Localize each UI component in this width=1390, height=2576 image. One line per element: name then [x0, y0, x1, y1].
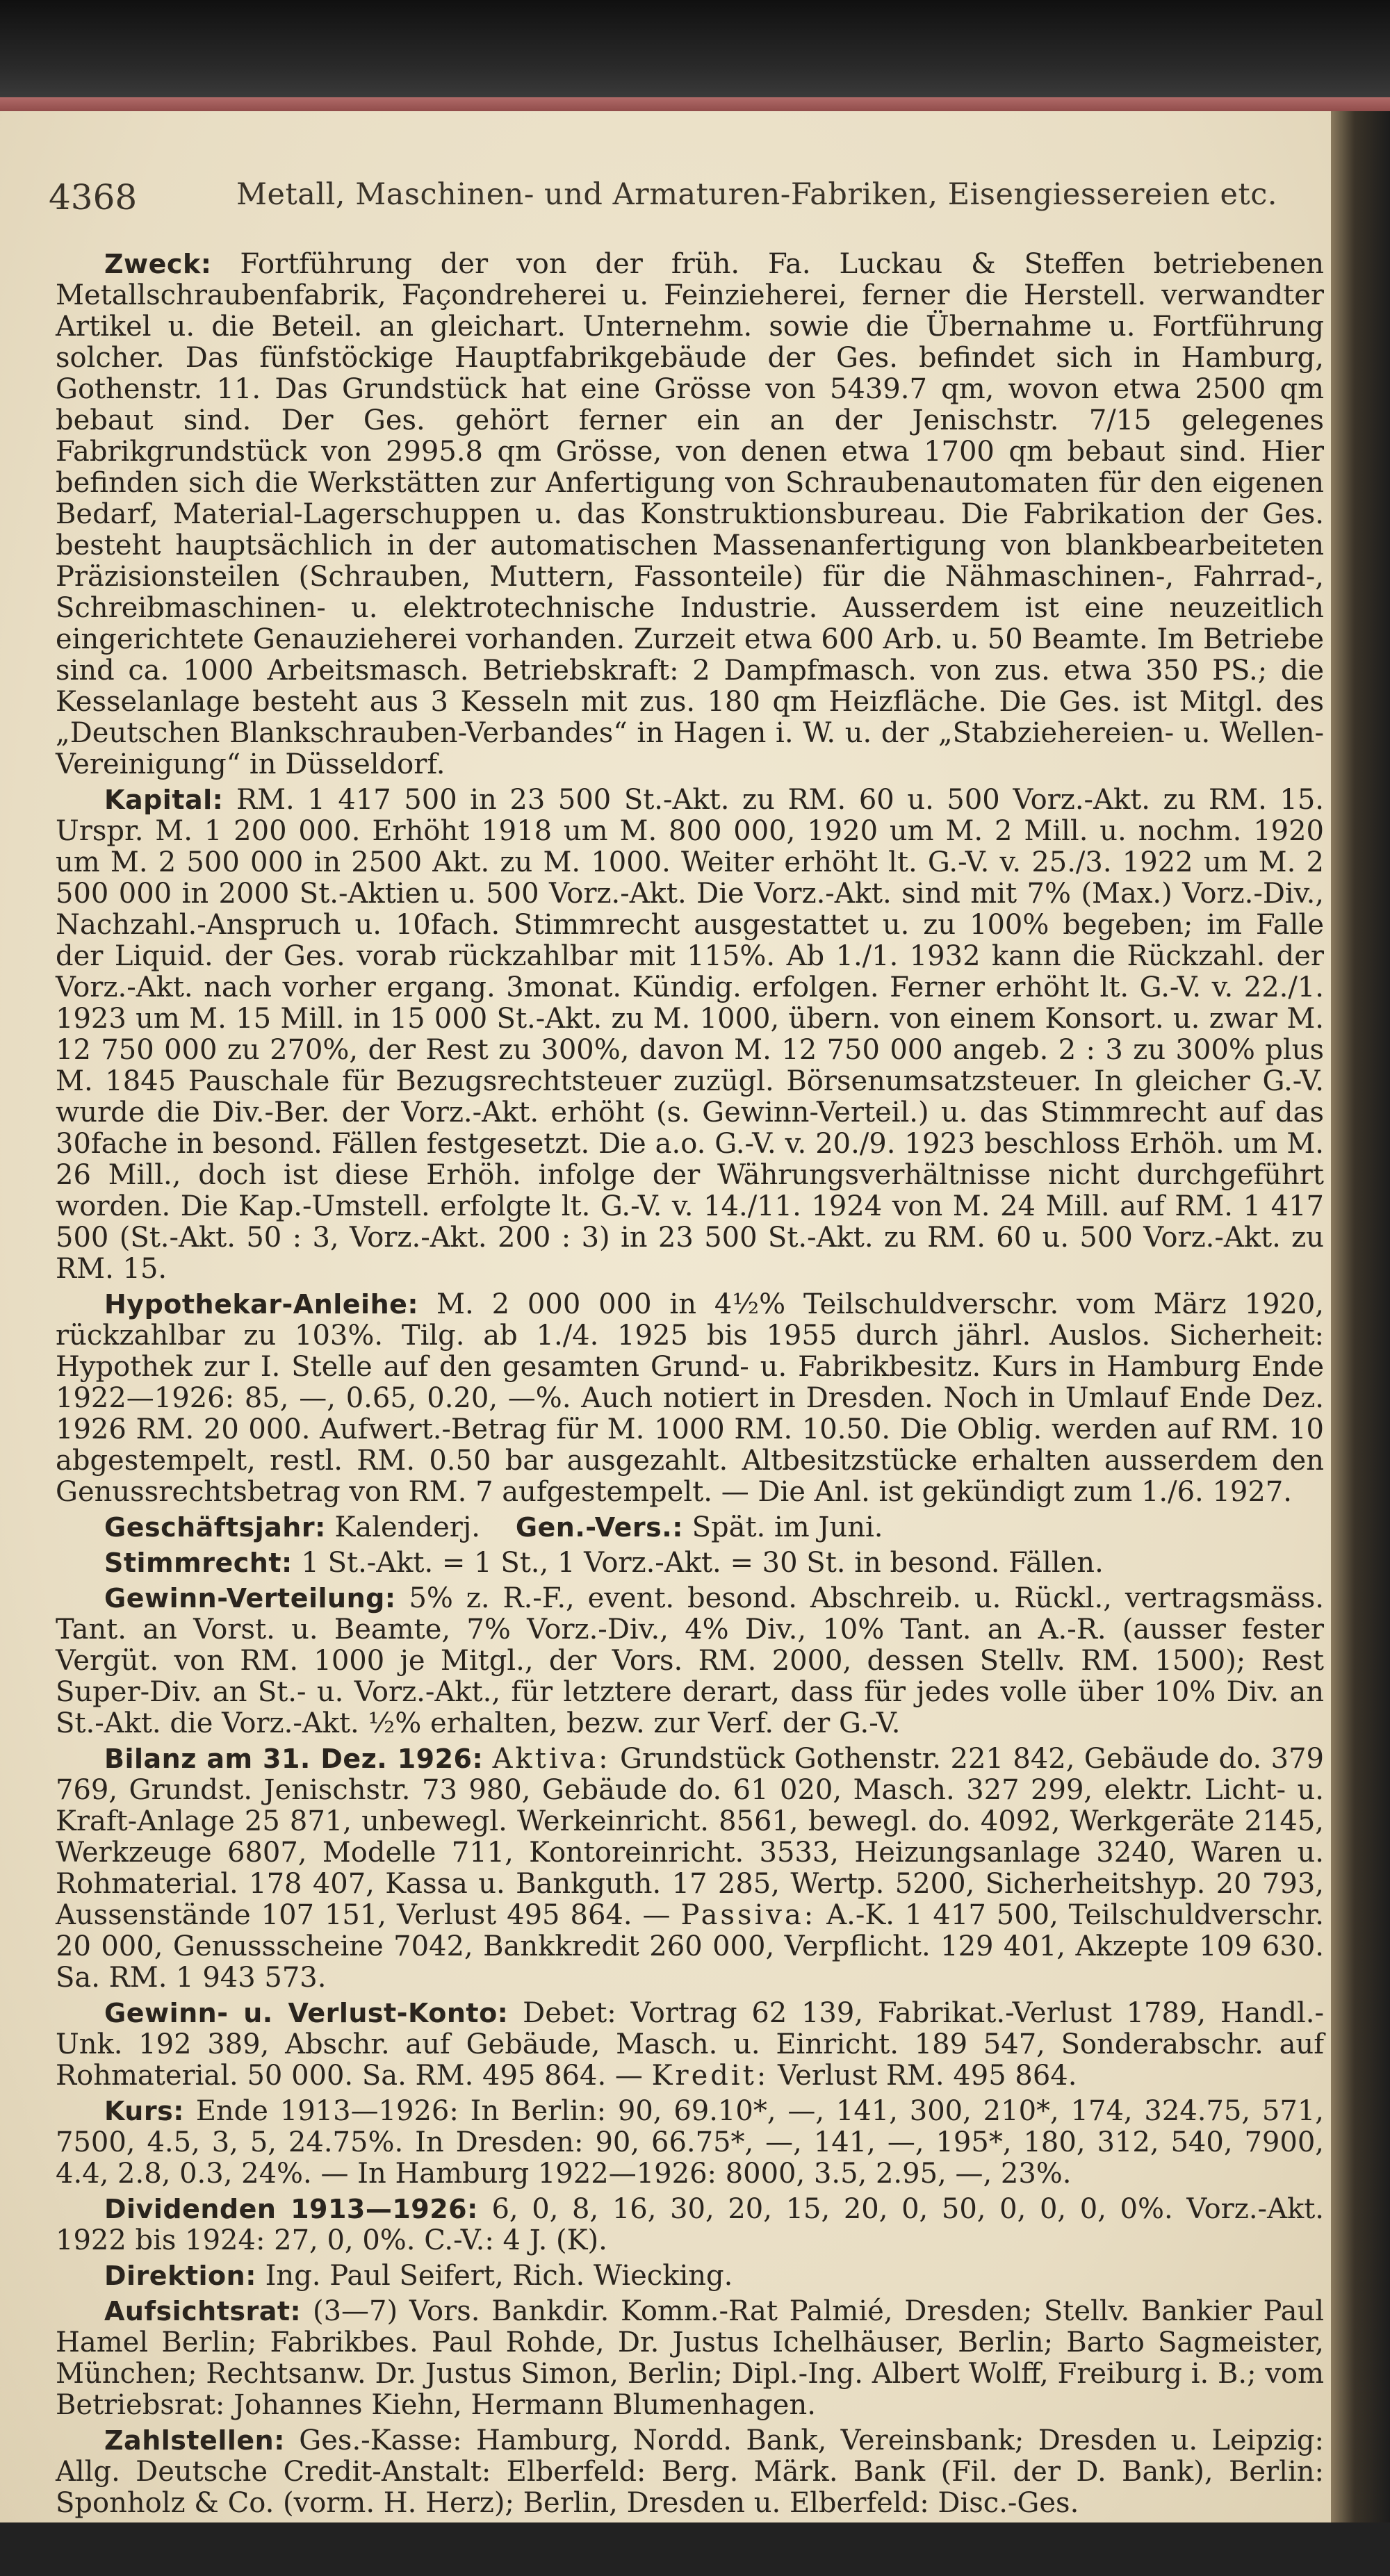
section-label: Gen.-Vers.:	[515, 1512, 683, 1543]
aktiva-label: Aktiva:	[492, 1743, 611, 1775]
section-text: M. 2 000 000 in 4½% Teilschuldverschr. vom März 1920, rückzahlbar zu 103%. Tilg. ab 1./4. 1925 bis 1955 durch jährl. Auslos. Sicherheit: Hypothek zur I. Stelle auf den gesamten Grund- u. Fabrikbesitz. Kurs in Hamburg Ende 1922—1926: 85, —, 0.65, 0.20, —%. Auch notiert in Dresden. Noch in Umlauf Ende Dez. 1926 RM. 20 000. Aufwert.-Betrag für M. 1000 RM. 10.50. Die Oblig. werden auf RM. 10 abgestempelt, restl. RM. 0.50 bar ausgezahlt. Altbesitzstücke erhalten ausserdem den Genussrechtsbetrag von RM. 7 aufgestempelt. — Die Anl. ist gekündigt zum 1./6. 1927.	[56, 1288, 1325, 1508]
section-kapital	[56, 785, 1324, 1285]
passiva-label: Passiva:	[680, 1899, 817, 1931]
entry-body	[56, 249, 1324, 2523]
section-text: 6, 0, 8, 16, 30, 20, 15, 20, 0, 50, 0, 0, 0, 0%. Vorz.-Akt. 1922 bis 1924: 27, 0, 0%. C.-V.: 4 J. (K).	[56, 2193, 1324, 2256]
section-text: Ges.-Kasse: Hamburg, Nordd. Bank, Vereinsbank; Dresden u. Leipzig: Allg. Deutsche Credit-Anstalt: Elberfeld: Berg. Märk. Bank (Fil. der D. Bank), Berlin: Sponholz & Co. (vorm. H. Herz); Berlin, Dresden u. Elberfeld: Disc.-Ges.	[56, 2425, 1324, 2519]
section-dividenden	[56, 2194, 1324, 2256]
section-aufsichtsrat	[56, 2296, 1324, 2421]
section-geschaeftsjahr	[56, 1512, 1324, 1543]
page-header	[49, 177, 1327, 226]
section-label: Aufsichtsrat:	[104, 2296, 302, 2327]
section-label: Bilanz am 31. Dez. 1926:	[104, 1744, 484, 1774]
section-label: Hypothekar-Anleihe:	[104, 1289, 419, 1320]
section-label: Kapital:	[104, 785, 224, 815]
section-gewinn-verteilung	[56, 1583, 1324, 1739]
section-text: (3—7) Vors. Bankdir. Komm.-Rat Palmié, Dresden; Stellv. Bankier Paul Hamel Berlin; Fabrikbes. Paul Rohde, Dr. Justus Ichelhäuser, Berlin; Barto Sagmeister, München; Rechtsanw. Dr. Justus Simon, Berlin; Dipl.-Ing. Albert Wolff, Freiburg i. B.; vom Betriebsrat: Johannes Kiehn, Hermann Blumenhagen.	[56, 2295, 1324, 2421]
section-text: Ing. Paul Seifert, Rich. Wiecking.	[265, 2260, 733, 2292]
section-text: Vortrag 62 139, Fabrikat.-Verlust 1789, Handl.-Unk. 192 389, Abschr. auf Gebäude, Masch. u. Einricht. 189 547, Sonderabschr. auf Rohmaterial. 50 000. Sa. RM. 495 864. —	[56, 1997, 1324, 2092]
section-label: Kurs:	[104, 2096, 184, 2126]
section-text: Verlust RM. 495 864.	[777, 2060, 1077, 2092]
section-text: A.-K. 1 417 500, Teilschuldverschr. 20 000, Genussscheine 7042, Bankkredit 260 000, Verpflicht. 129 401, Akzepte 109 630. Sa. RM. 1 943 573.	[56, 1899, 1325, 1994]
section-zahlstellen	[56, 2425, 1324, 2519]
section-gewinn-verlust-konto	[56, 1998, 1324, 2092]
section-text: Kalenderj.	[334, 1511, 480, 1543]
section-label: Direktion:	[104, 2261, 256, 2291]
section-text: RM. 1 417 500 in 23 500 St.-Akt. zu RM. 60 u. 500 Vorz.-Akt. zu RM. 15. Urspr. M. 1 200 000. Erhöht 1918 um M. 800 000, 1920 um M. 2 Mill. u. nochm. 1920 um M. 2 500 000 in 2500 Akt. zu M. 1000. Weiter erhöht lt. G.-V. v. 25./3. 1922 um M. 2 500 000 in 2000 St.-Aktien u. 500 Vorz.-Akt. Die Vorz.-Akt. sind mit 7% (Max.) Vorz.-Div., Nachzahl.-Anspruch u. 10fach. Stimmrecht ausgestattet u. zu 100% begeben; im Falle der Liquid. der Ges. vorab rückzahlbar mit 115%. Ab 1./1. 1932 kann die Rückzahl. der Vorz.-Akt. nach vorher ergang. 3monat. Kündig. erfolgen. Ferner erhöht lt. G.-V. v. 22./1. 1923 um M. 15 Mill. in 15 000 St.-Akt. zu M. 1000, übern. von einem Konsort. u. zwar M. 12 750 000 zu 270%, der Rest zu 300%, davon M. 12 750 000 angeb. 2 : 3 zu 300% plus M. 1845 Pauschale für Bezugsrechtsteuer zuzügl. Börsenumsatzsteuer. In gleicher G.-V. wurde die Div.-Ber. der Vorz.-Akt. erhöht (s. Gewinn-Verteil.) u. das Stimmrecht auf das 30fache in besond. Fällen festgesetzt. Die a.o. G.-V. v. 20./9. 1923 beschloss Erhöh. um M. 26 Mill., doch ist diese Erhöh. infolge der Währungsverhältnisse nicht durchgeführt worden. Die Kap.-Umstell. erfolgte lt. G.-V. v. 14./11. 1924 von M. 24 Mill. auf RM. 1 417 500 (St.-Akt. 50 : 3, Vorz.-Akt. 200 : 3) in 23 500 St.-Akt. zu RM. 60 u. 500 Vorz.-Akt. zu RM. 15.	[56, 784, 1324, 1285]
section-text: Spät. im Juni.	[692, 1511, 883, 1543]
section-hypothekar-anleihe	[56, 1289, 1324, 1508]
page-gutter-shadow	[1331, 111, 1390, 2522]
section-direktion	[56, 2261, 1324, 2292]
section-label: Gewinn- u. Verlust-Konto:	[104, 1998, 509, 2028]
section-label: Zweck:	[104, 249, 212, 279]
section-bilanz	[56, 1744, 1324, 1994]
scan-bottom-border	[0, 2522, 1390, 2576]
book-edge	[0, 97, 1390, 113]
section-text: 5% z. R.-F., event. besond. Abschreib. u. Rückl., vertragsmäss. Tant. an Vorst. u. Beamte, 7% Vorz.-Div., 4% Div., 10% Tant. an A.-R. (ausser fester Vergüt. von RM. 1000 je Mitgl., der Vors. RM. 2000, dessen Stellv. RM. 1500); Rest Super-Div. an St.- u. Vorz.-Akt., für letztere derart, dass für jedes volle über 10% Div. an St.-Akt. die Vorz.-Akt. ½% erhalten, bezw. zur Verf. der G.-V.	[56, 1582, 1324, 1739]
section-text: Grundstück Gothenstr. 221 842, Gebäude do. 379 769, Grundst. Jenischstr. 73 980, Gebäude do. 61 020, Masch. 327 299, elektr. Licht- u. Kraft-Anlage 25 871, unbewegl. Werkeinricht. 8561, bewegl. do. 4092, Werkgeräte 2145, Werkzeuge 6807, Modelle 711, Kontoreinricht. 3533, Heizungsanlage 3240, Waren u. Rohmaterial. 178 407, Kassa u. Bankguth. 17 285, Wertp. 5200, Sicherheitshyp. 20 793, Aussenstände 107 151, Verlust 495 864. —	[56, 1743, 1325, 1931]
section-stimmrecht	[56, 1548, 1324, 1579]
section-label: Geschäftsjahr:	[104, 1512, 326, 1543]
kredit-label: Kredit:	[651, 2060, 769, 2092]
section-text: Ende 1913—1926: In Berlin: 90, 69.10*, —, 141, 300, 210*, 174, 324.75, 571, 7500, 4.5, 3, 5, 24.75%. In Dresden: 90, 66.75*, —, 141, —, 195*, 180, 312, 540, 7900, 4.4, 2.8, 0.3, 24%. — In Hamburg 1922—1926: 8000, 3.5, 2.95, —, 23%.	[56, 2095, 1324, 2190]
section-label: Gewinn-Verteilung:	[104, 1583, 396, 1614]
scan-top-border	[0, 0, 1390, 97]
section-zweck	[56, 249, 1324, 780]
section-label: Dividenden 1913—1926:	[104, 2194, 478, 2224]
section-label: Stimmrecht:	[104, 1548, 293, 1578]
debet-label: Debet:	[523, 1997, 616, 2029]
section-text: 1 St.-Akt. = 1 St., 1 Vorz.-Akt. = 30 St. in besond. Fällen.	[301, 1547, 1104, 1579]
page-number: 4368	[49, 177, 138, 218]
running-head: Metall, Maschinen- und Armaturen-Fabriken, Eisengiessereien etc.	[236, 177, 1277, 212]
section-label: Zahlstellen:	[104, 2425, 285, 2456]
section-text: Fortführung der von der früh. Fa. Luckau & Steffen betriebenen Metallschraubenfabrik, Façondreherei u. Feinzieherei, ferner die Herstell. verwandter Artikel u. die Beteil. an gleichart. Unternehm. sowie die Übernahme u. Fortführung solcher. Das fünfstöckige Hauptfabrikgebäude der Ges. befindet sich in Hamburg, Gothenstr. 11. Das Grundstück hat eine Grösse von 5439.7 qm, wovon etwa 2500 qm bebaut sind. Der Ges. gehört ferner ein an der Jenischstr. 7/15 gelegenes Fabrikgrundstück von 2995.8 qm Grösse, von denen etwa 1700 qm bebaut sind. Hier befinden sich die Werkstätten zur Anfertigung von Schraubenautomaten für den eigenen Bedarf, Material-Lagerschuppen u. das Konstruktionsbureau. Die Fabrikation der Ges. besteht hauptsächlich in der automatischen Massenanfertigung von blankbearbeiteten Präzisionsteilen (Schrauben, Muttern, Fassonteile) für die Nähmaschinen-, Fahrrad-, Schreibmaschinen- u. elektrotechnische Industrie. Ausserdem ist eine neuzeitlich eingerichtete Genauzieherei vorhanden. Zurzeit etwa 600 Arb. u. 50 Beamte. Im Betriebe sind ca. 1000 Arbeitsmasch. Betriebskraft: 2 Dampfmasch. von zus. etwa 350 PS.; die Kesselanlage besteht aus 3 Kesseln mit zus. 180 qm Heizfläche. Die Ges. ist Mitgl. des „Deutschen Blankschrauben-Verbandes“ in Hagen i. W. u. der „Stabziehereien- u. Wellen-Vereinigung“ in Düsseldorf.	[56, 248, 1325, 780]
section-kurs	[56, 2096, 1324, 2190]
